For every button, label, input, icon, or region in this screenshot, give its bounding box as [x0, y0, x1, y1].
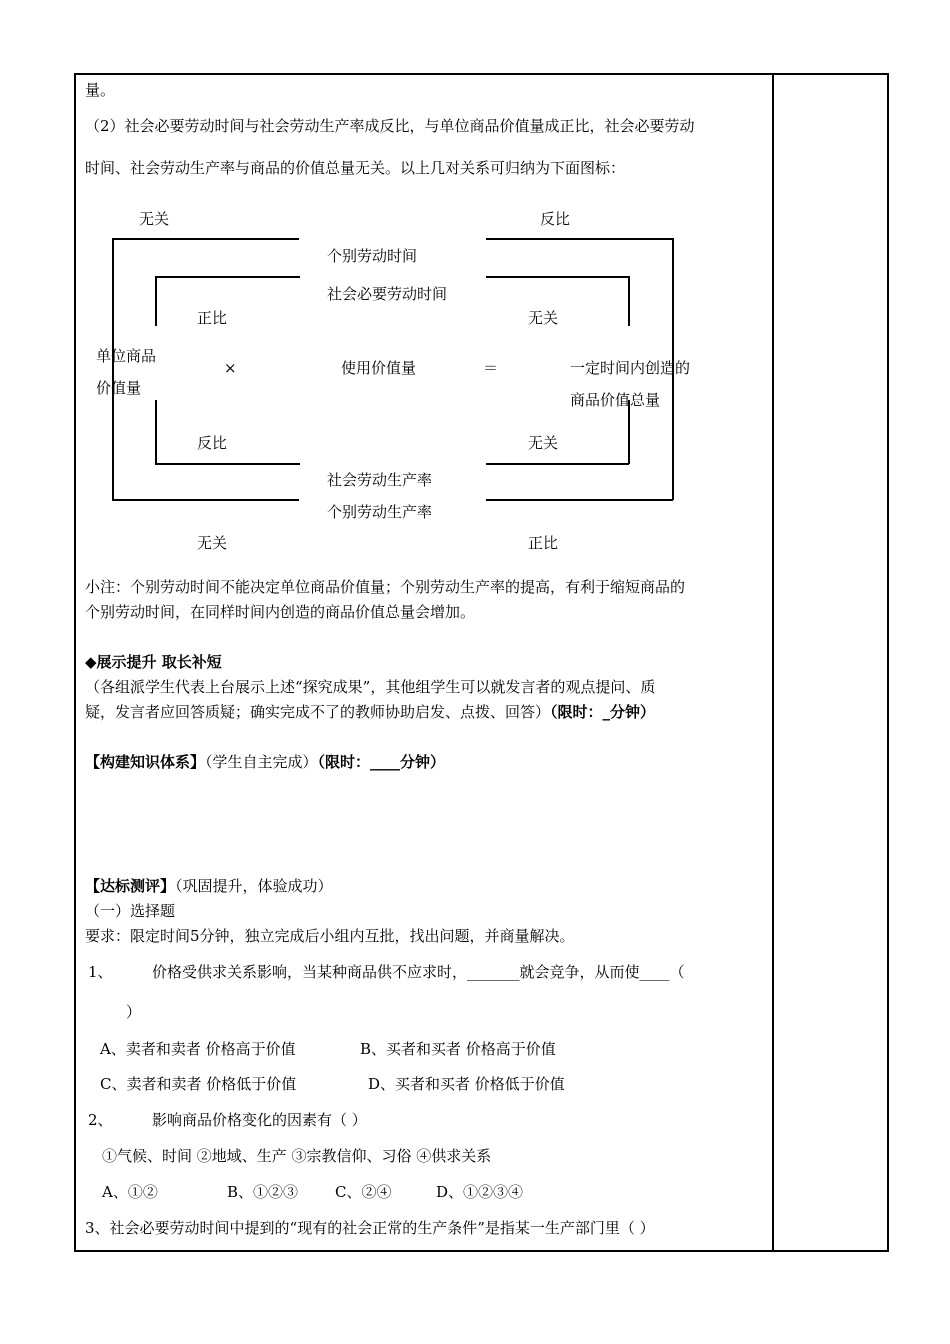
label-direct: 正比 [197, 309, 228, 327]
diagram-line [486, 499, 673, 501]
option: B、买者和买者 价格高于价值 [360, 1040, 556, 1058]
diagram-line [112, 238, 114, 500]
section-heading: ◆展示提升 取长补短 [85, 653, 222, 671]
multiply-sign: × [224, 359, 237, 377]
show-line [85, 702, 655, 722]
diagram-line [155, 276, 300, 278]
show-line: （各组派学生代表上台展示上述“探究成果”，其他组学生可以就发言者的观点提问、质 [85, 678, 656, 696]
build-line [85, 752, 445, 772]
diagram-line [155, 400, 157, 464]
section-heading: 【达标测评】 [85, 877, 176, 895]
option: A、①② [102, 1183, 158, 1201]
label-inverse: 反比 [540, 210, 571, 228]
diagram-line [628, 276, 630, 326]
label-use-value: 使用价值量 [341, 359, 417, 377]
label-total-value: 一定时间内创造的 [570, 359, 691, 377]
question-text: 3、社会必要劳动时间中提到的“现有的社会正常的生产条件”是指某一生产部门里（ ） [85, 1219, 655, 1237]
question-number: 1、 [88, 963, 113, 981]
label-inverse: 反比 [197, 434, 228, 452]
subsection-title: （一）选择题 [85, 902, 176, 920]
option: A、卖者和卖者 价格高于价值 [100, 1040, 296, 1058]
label-total-value: 商品价值总量 [570, 391, 661, 409]
option: D、①②③④ [436, 1183, 524, 1201]
label-unit-value: 单位商品 [96, 347, 157, 365]
build-text: （学生自主完成） [205, 753, 318, 771]
time-limit: （限时：____分钟） [317, 753, 446, 771]
diagram-line [112, 499, 299, 501]
option: D、买者和买者 价格低于价值 [368, 1075, 565, 1093]
label-social-labor-time: 社会必要劳动时间 [327, 285, 448, 303]
paragraph-line: 量。 [85, 81, 116, 99]
label-social-productivity: 社会劳动生产率 [327, 471, 433, 489]
equals-sign: ＝ [483, 359, 499, 377]
diagram-line [112, 238, 299, 240]
question-number: 2、 [88, 1111, 113, 1129]
option: C、②④ [335, 1183, 392, 1201]
paragraph-line: （2）社会必要劳动时间与社会劳动生产率成反比，与单位商品价值量成正比，社会必要劳动 [85, 117, 695, 135]
diagram-line [486, 276, 629, 278]
option: B、①②③ [227, 1183, 299, 1201]
label-unrelated: 无关 [528, 309, 559, 327]
diagram-line [155, 463, 300, 465]
label-unrelated: 无关 [528, 434, 559, 452]
label-individual-productivity: 个别劳动生产率 [327, 503, 433, 521]
time-limit: （限时：_分钟） [550, 703, 656, 721]
question-paren: ） [126, 1003, 142, 1021]
question-items: ①气候、时间 ②地域、生产 ③宗教信仰、习俗 ④供求关系 [102, 1147, 492, 1165]
question-text: 影响商品价格变化的因素有（ ） [152, 1111, 367, 1129]
column-divider [772, 73, 774, 1252]
label-unit-value: 价值量 [96, 379, 142, 397]
section-heading: 【构建知识体系】 [85, 753, 206, 771]
option: C、卖者和卖者 价格低于价值 [100, 1075, 297, 1093]
note-line: 小注：个别劳动时间不能决定单位商品价值量；个别劳动生产率的提高，有利于缩短商品的 [85, 578, 686, 596]
label-individual-labor-time: 个别劳动时间 [327, 247, 418, 265]
question-text: 价格受供求关系影响，当某种商品供不应求时，_______就会竞争，从而使____（ [152, 963, 685, 981]
requirement: 要求：限定时间5分钟，独立完成后小组内互批，找出问题，并商量解决。 [85, 927, 575, 945]
label-unrelated: 无关 [139, 210, 170, 228]
diagram-line [486, 463, 629, 465]
paragraph-line: 时间、社会劳动生产率与商品的价值总量无关。以上几对关系可归纳为下面图标： [85, 159, 626, 177]
diagram-line [486, 238, 673, 240]
test-heading-line [85, 876, 333, 896]
test-subtitle: （巩固提升，体验成功） [175, 877, 333, 895]
diagram-line [155, 276, 157, 326]
note-line: 个别劳动时间，在同样时间内创造的商品价值总量会增加。 [85, 603, 476, 621]
label-unrelated: 无关 [197, 534, 228, 552]
show-text: 疑，发言者应回答质疑；确实完成不了的教师协助启发、点拨、回答） [85, 703, 551, 721]
label-direct: 正比 [528, 534, 559, 552]
